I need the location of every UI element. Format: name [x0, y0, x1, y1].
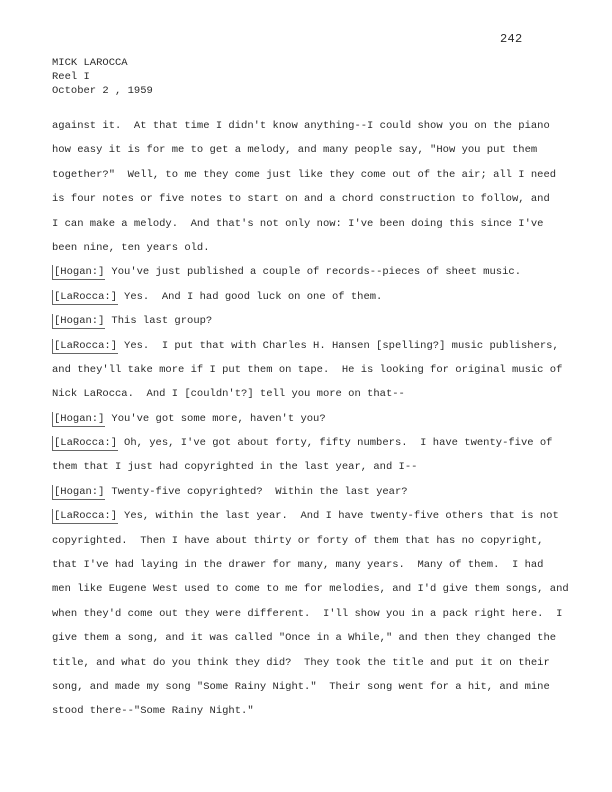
speech-text: Twenty-five copyrighted? Within the last year?	[111, 485, 408, 498]
text-line: Nick LaRocca. And I [couldn't?] tell you more on that--	[52, 388, 405, 401]
speech-text: Yes. I put that with Charles H. Hansen [spelling?] music publishers,	[124, 339, 559, 352]
text-line: when they'd come out they were different. I'll show you in a pack right here. I	[52, 607, 563, 620]
speaker-label: [Hogan:]	[54, 412, 105, 425]
speaker-label: [LaRocca:]	[54, 510, 118, 523]
dialogue-line	[52, 407, 562, 431]
text-line: that I've had laying in the drawer for many, many years. Many of them. I had	[52, 559, 544, 572]
dialogue-line	[52, 285, 562, 309]
text-line: I can make a melody. And that's not only now: I've been doing this since I've	[52, 217, 544, 230]
dialogue-line	[52, 309, 562, 333]
speech-text: This last group?	[111, 315, 213, 328]
text-line: stood there--"Some Rainy Night."	[52, 705, 254, 718]
speech-text: You've got some more, haven't you?	[111, 412, 326, 425]
speaker-label: [Hogan:]	[54, 315, 105, 328]
text-line: title, and what do you think they did? They took the title and put it on their	[52, 656, 550, 669]
speech-text: Oh, yes, I've got about forty, fifty numbers. I have twenty-five of	[124, 437, 553, 450]
text-line: give them a song, and it was called "Once in a While," and then they changed the	[52, 632, 557, 645]
speech-text: Yes, within the last year. And I have twenty-five others that is not	[124, 510, 559, 523]
dialogue-line	[52, 260, 562, 284]
text-line: against it. At that time I didn't know anything--I could show you on the piano	[52, 120, 550, 132]
text-line: been nine, ten years old.	[52, 241, 210, 254]
dialogue-line	[52, 504, 562, 528]
interviewee-name: MICK LAROCCA	[52, 57, 128, 69]
dialogue-line	[52, 480, 562, 504]
text-line: is four notes or five notes to start on and a chord construction to follow, and	[52, 193, 550, 206]
text-line: how easy it is for me to get a melody, and many people say, "How you put them	[52, 144, 538, 157]
speech-text: You've just published a couple of records--pieces of sheet music.	[111, 266, 521, 279]
speaker-label: [LaRocca:]	[54, 339, 118, 352]
speaker-label: [Hogan:]	[54, 266, 105, 279]
page-number: 242	[500, 32, 523, 46]
speaker-label: [Hogan:]	[54, 485, 105, 498]
dialogue-line	[52, 334, 562, 358]
transcript-header	[52, 56, 153, 98]
reel-label: Reel I	[52, 71, 90, 83]
speaker-label: [LaRocca:]	[54, 437, 118, 450]
dialogue-line	[52, 431, 562, 455]
text-line: together?" Well, to me they come just like they come out of the air; all I need	[52, 168, 557, 181]
text-line: men like Eugene West used to come to me for melodies, and I'd give them songs, and	[52, 583, 569, 596]
text-line: them that I just had copyrighted in the last year, and I--	[52, 461, 418, 474]
text-line: song, and made my song "Some Rainy Night." Their song went for a hit, and mine	[52, 680, 550, 693]
text-line: and they'll take more if I put them on tape. He is looking for original music of	[52, 363, 563, 376]
transcript-body	[52, 114, 569, 724]
text-line: copyrighted. Then I have about thirty or forty of them that has no copyright,	[52, 534, 544, 547]
interview-date: October 2 , 1959	[52, 85, 153, 97]
speech-text: Yes. And I had good luck on one of them.	[124, 290, 383, 303]
speaker-label: [LaRocca:]	[54, 290, 118, 303]
